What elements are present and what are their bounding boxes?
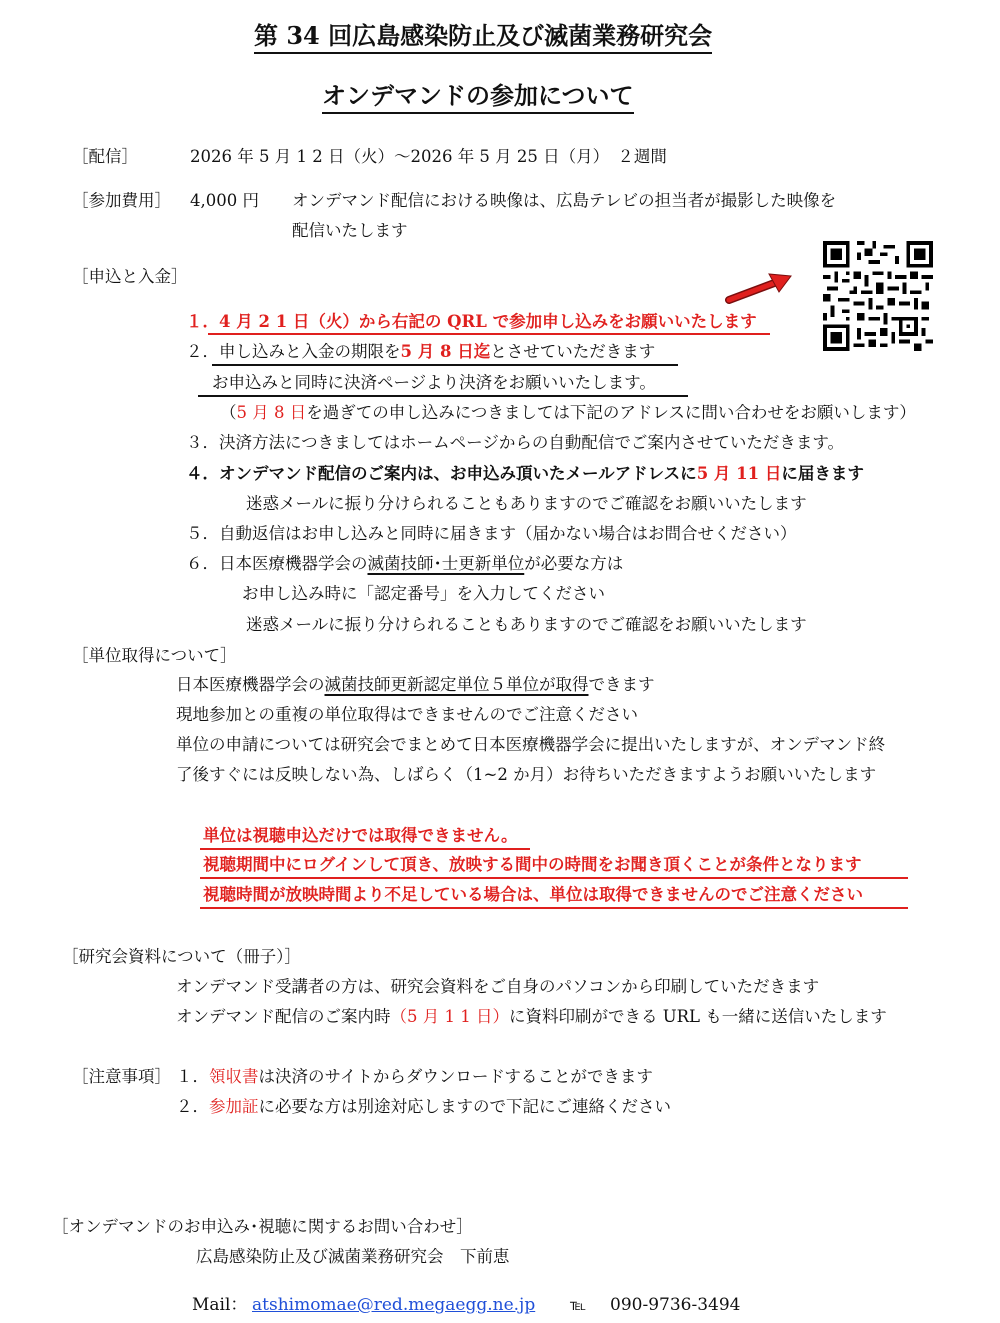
application-item-4 [186,463,864,485]
fee-note-line2: 配信いたします [292,221,408,240]
credits-line-1-prefix: 日本医療機器学会の [176,675,325,694]
credits-warning-3: 視聴時間が放映時間より不足している場合は、単位は取得できませんのでご注意ください [203,885,863,904]
application-item-6-suffix: が必要な方は [524,554,624,573]
application-item-2-deadline: 5 月 8 日迄 [400,342,491,361]
contact-email-link[interactable]: atshimomae@red.megaegg.ne.jp [252,1295,536,1315]
page-subtitle: オンデマンドの参加について [322,80,634,114]
materials-line-1: オンデマンド受講者の方は、研究会資料をご自身のパソコンから印刷していただきます [176,977,820,996]
materials-line-2-date: （5 月 1 1 日） [390,1007,509,1026]
credits-line-1 [176,674,655,696]
notes-item-2-keyword: 参加証 [209,1097,259,1116]
notes-item-2 [176,1096,671,1118]
application-item-1-underline [208,333,770,335]
fee-label: ［参加費用］ [72,191,171,210]
notes-item-2-text: に必要な方は別途対応しますので下記にご連絡ください [258,1097,671,1116]
credits-warning-3-underline [200,907,908,909]
contact-label: ［オンデマンドのお申込み･視聴に関するお問い合わせ］ [52,1217,473,1236]
contact-mail-label: Mail： [192,1295,248,1315]
materials-label: ［研究会資料について（冊子）］ [62,947,301,966]
fee-note-line1: オンデマンド配信における映像は、広島テレビの担当者が撮影した映像を [292,191,837,210]
application-item-2-note [220,402,916,424]
application-item-6 [186,553,623,575]
qr-code-icon[interactable] [823,241,933,351]
application-item-6-line2: お申し込み時に「認定番号」を入力してください [242,584,605,603]
credits-warning-1: 単位は視聴申込だけでは取得できません。 [203,826,518,845]
delivery-label: ［配信］ [72,147,138,166]
application-label: ［申込と入金］ [72,267,188,286]
notes-item-2-num: ２． [176,1097,209,1116]
application-item-2-line2: お申込みと同時に決済ページより決済をお願いいたします。 [212,373,656,392]
application-item-4-date: 5 月 11 日 [696,464,782,483]
credits-warning-2-underline [200,877,908,879]
credits-line-3: 単位の申請については研究会でまとめて日本医療機器学会に提出いたしますが、オンデマンド終 [176,735,886,754]
credits-line-4: 了後すぐには反映しない為、しばらく（1~2 か月）お待ちいただきますようお願いいたします [176,765,877,784]
application-item-2 [186,341,655,363]
credits-warning-2: 視聴期間中にログインして頂き、放映する間中の時間をお聞き頂くことが条件となります [203,855,862,874]
notes-item-1 [176,1066,653,1088]
red-arrow-icon [725,270,795,306]
application-item-4-line2: 迷惑メールに振り分けられることもありますのでご確認をお願いいたします [246,494,807,513]
fee-amount: 4,000 円 [190,191,259,210]
notes-item-1-text: は決済のサイトからダウンロードすることができます [258,1067,653,1086]
application-item-2-suffix: とさせていただきます [490,342,656,361]
application-item-4-suffix: に届きます [781,464,864,483]
credits-label: ［単位取得について］ [72,646,237,665]
materials-line-2-suffix: に資料印刷ができる URL も一緒に送信いたします [508,1007,887,1026]
credits-line-1-suffix: できます [588,675,655,694]
application-item-2-note-rest: を過ぎての申し込みにつきましては下記のアドレスに問い合わせをお願いします） [306,403,916,422]
credits-warning-1-underline [200,848,530,850]
contact-organization: 広島感染防止及び滅菌業務研究会 下前恵 [196,1247,510,1266]
materials-line-2-prefix: オンデマンド配信のご案内時 [176,1007,391,1026]
credits-line-1-underlined: 滅菌技師更新認定単位５単位が取得 [324,675,589,694]
notes-item-1-keyword: 領収書 [209,1067,259,1086]
application-item-5: ５．自動返信はお申し込みと同時に届きます（届かない場合はお問合せください） [186,524,797,543]
notes-item-1-num: １． [176,1067,209,1086]
contact-tel-label: ℡ [570,1296,587,1314]
materials-line-2 [176,1006,887,1028]
contact-tel-number: 090-9736-3494 [610,1295,741,1315]
delivery-period: 2026 年 5 月 1 2 日（火）～2026 年 5 月 25 日（月） ２週間 [190,147,667,166]
application-item-2-line2-underline [198,395,688,397]
application-item-2-note-open: （ [220,403,237,422]
application-item-6-line3: 迷惑メールに振り分けられることもありますのでご確認をお願いいたします [246,615,807,634]
application-item-2-prefix: ２．申し込みと入金の期限を [186,342,401,361]
notes-label: ［注意事項］ [72,1067,171,1086]
application-item-2-underline [212,364,678,366]
application-item-3: ３．決済方法につきましてはホームページからの自動配信でご案内させていただきます。 [186,433,845,452]
application-item-2-note-date: 5 月 8 日 [236,403,307,422]
application-item-6-underlined: 滅菌技師･士更新単位 [367,554,525,573]
application-item-6-prefix: ６．日本医療機器学会の [186,554,368,573]
application-item-1: １．4 月 2 1 日（火）から右記の QRL で参加申し込みをお願いいたします [186,312,757,331]
application-item-4-prefix: ４．オンデマンド配信のご案内は、お申込み頂いたメールアドレスに [186,464,697,483]
page-title: 第 34 回広島感染防止及び滅菌業務研究会 [254,20,712,54]
credits-line-2: 現地参加との重複の単位取得はできませんのでご注意ください [176,705,638,724]
